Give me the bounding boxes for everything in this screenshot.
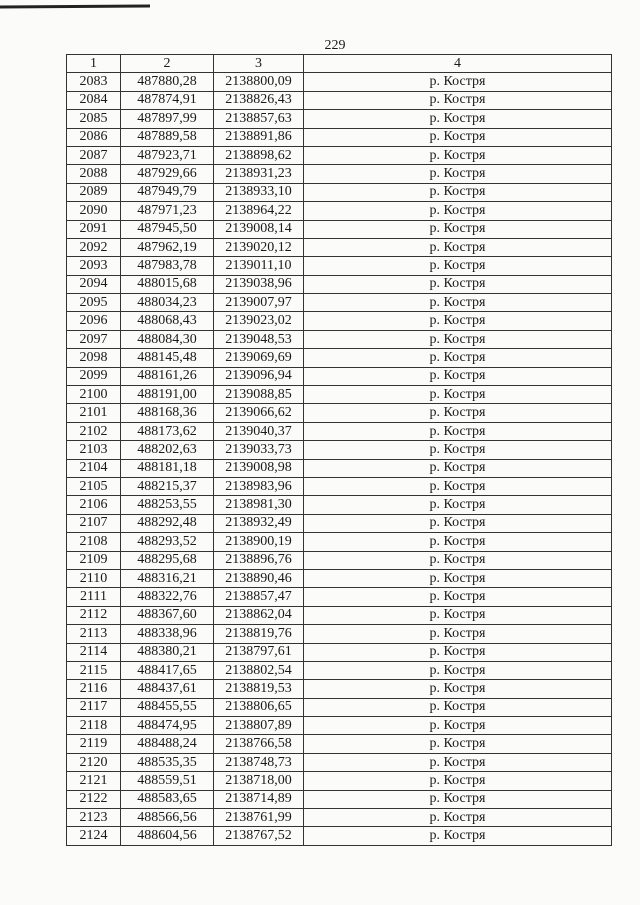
table-row [67,73,612,91]
cell-coord-y: 2139066,62 [214,404,304,422]
cell-object-name: р. Костря [304,533,612,551]
cell-object-name: р. Костря [304,110,612,128]
cell-coord-x: 487880,28 [121,73,214,91]
table-row [67,404,612,422]
cell-object-name: р. Костря [304,753,612,771]
cell-point-number: 2119 [67,735,121,753]
table-row [67,146,612,164]
cell-point-number: 2084 [67,91,121,109]
cell-coord-x: 488068,43 [121,312,214,330]
table-row [67,809,612,827]
cell-coord-x: 488173,62 [121,422,214,440]
cell-object-name: р. Костря [304,349,612,367]
coordinates-table [66,54,612,846]
cell-object-name: р. Костря [304,717,612,735]
cell-point-number: 2118 [67,717,121,735]
cell-coord-y: 2138933,10 [214,183,304,201]
cell-coord-y: 2139023,02 [214,312,304,330]
cell-object-name: р. Костря [304,680,612,698]
table-row [67,753,612,771]
table-row [67,533,612,551]
page-number: 229 [324,38,346,53]
table-row [67,569,612,587]
cell-object-name: р. Костря [304,367,612,385]
cell-object-name: р. Костря [304,661,612,679]
cell-point-number: 2114 [67,643,121,661]
cell-coord-x: 488202,63 [121,441,214,459]
table-row [67,625,612,643]
cell-point-number: 2088 [67,165,121,183]
cell-coord-y: 2138718,00 [214,772,304,790]
cell-object-name: р. Костря [304,514,612,532]
cell-object-name: р. Костря [304,588,612,606]
cell-object-name: р. Костря [304,441,612,459]
table-row [67,312,612,330]
cell-object-name: р. Костря [304,128,612,146]
cell-coord-x: 488559,51 [121,772,214,790]
table-header-row [67,55,612,73]
cell-point-number: 2124 [67,827,121,845]
cell-coord-y: 2139020,12 [214,238,304,256]
cell-object-name: р. Костря [304,643,612,661]
cell-coord-x: 488292,48 [121,514,214,532]
cell-coord-y: 2138806,65 [214,698,304,716]
cell-point-number: 2087 [67,146,121,164]
cell-coord-y: 2138797,61 [214,643,304,661]
cell-point-number: 2116 [67,680,121,698]
top-edge-rule [0,4,150,8]
cell-coord-y: 2139040,37 [214,422,304,440]
table-row [67,661,612,679]
cell-coord-y: 2138862,04 [214,606,304,624]
cell-coord-y: 2138890,46 [214,569,304,587]
cell-coord-y: 2138807,89 [214,717,304,735]
cell-coord-y: 2138981,30 [214,496,304,514]
cell-point-number: 2099 [67,367,121,385]
cell-coord-y: 2138748,73 [214,753,304,771]
cell-point-number: 2102 [67,422,121,440]
cell-coord-x: 488161,26 [121,367,214,385]
cell-coord-x: 488253,55 [121,496,214,514]
table-row [67,330,612,348]
cell-point-number: 2100 [67,386,121,404]
cell-object-name: р. Костря [304,827,612,845]
cell-point-number: 2123 [67,809,121,827]
cell-coord-y: 2139011,10 [214,257,304,275]
cell-coord-x: 488338,96 [121,625,214,643]
cell-coord-x: 488293,52 [121,533,214,551]
cell-point-number: 2110 [67,569,121,587]
cell-coord-y: 2139007,97 [214,294,304,312]
cell-object-name: р. Костря [304,496,612,514]
table-row [67,514,612,532]
cell-coord-x: 488437,61 [121,680,214,698]
cell-point-number: 2103 [67,441,121,459]
cell-object-name: р. Костря [304,312,612,330]
table-row [67,275,612,293]
table-row [67,349,612,367]
cell-coord-y: 2138800,09 [214,73,304,91]
cell-object-name: р. Костря [304,735,612,753]
cell-object-name: р. Костря [304,772,612,790]
cell-coord-x: 487949,79 [121,183,214,201]
cell-coord-x: 488084,30 [121,330,214,348]
cell-object-name: р. Костря [304,91,612,109]
table-row [67,680,612,698]
table-row [67,294,612,312]
cell-coord-x: 488474,95 [121,717,214,735]
cell-coord-y: 2138932,49 [214,514,304,532]
cell-coord-y: 2139008,98 [214,459,304,477]
cell-coord-x: 487971,23 [121,202,214,220]
cell-object-name: р. Костря [304,257,612,275]
cell-object-name: р. Костря [304,146,612,164]
cell-point-number: 2108 [67,533,121,551]
cell-coord-x: 488604,56 [121,827,214,845]
cell-coord-x: 488583,65 [121,790,214,808]
table-row [67,551,612,569]
cell-coord-x: 487874,91 [121,91,214,109]
cell-point-number: 2089 [67,183,121,201]
cell-coord-x: 488380,21 [121,643,214,661]
cell-object-name: р. Костря [304,330,612,348]
table-row [67,367,612,385]
table-row [67,183,612,201]
table-row [67,91,612,109]
cell-point-number: 2120 [67,753,121,771]
cell-point-number: 2112 [67,606,121,624]
table-row [67,128,612,146]
cell-coord-x: 487962,19 [121,238,214,256]
cell-object-name: р. Костря [304,790,612,808]
table-row [67,459,612,477]
cell-coord-x: 488191,00 [121,386,214,404]
table-row [67,238,612,256]
table-row [67,643,612,661]
cell-coord-x: 488322,76 [121,588,214,606]
cell-coord-y: 2138766,58 [214,735,304,753]
cell-point-number: 2083 [67,73,121,91]
table-row [67,698,612,716]
cell-object-name: р. Костря [304,165,612,183]
cell-point-number: 2117 [67,698,121,716]
cell-coord-y: 2139088,85 [214,386,304,404]
cell-object-name: р. Костря [304,698,612,716]
table-row [67,606,612,624]
cell-coord-y: 2139008,14 [214,220,304,238]
cell-point-number: 2113 [67,625,121,643]
cell-coord-y: 2138900,19 [214,533,304,551]
cell-object-name: р. Костря [304,238,612,256]
cell-object-name: р. Костря [304,477,612,495]
cell-object-name: р. Костря [304,569,612,587]
cell-coord-y: 2138714,89 [214,790,304,808]
cell-point-number: 2097 [67,330,121,348]
cell-point-number: 2122 [67,790,121,808]
cell-coord-x: 488145,48 [121,349,214,367]
cell-point-number: 2115 [67,661,121,679]
table-row [67,717,612,735]
table-row [67,735,612,753]
cell-coord-y: 2138819,53 [214,680,304,698]
cell-coord-y: 2138819,76 [214,625,304,643]
cell-coord-y: 2138983,96 [214,477,304,495]
cell-coord-y: 2139096,94 [214,367,304,385]
cell-coord-x: 487897,99 [121,110,214,128]
cell-object-name: р. Костря [304,202,612,220]
cell-coord-y: 2138857,47 [214,588,304,606]
cell-coord-y: 2138891,86 [214,128,304,146]
cell-object-name: р. Костря [304,606,612,624]
cell-coord-x: 488316,21 [121,569,214,587]
cell-object-name: р. Костря [304,386,612,404]
cell-point-number: 2105 [67,477,121,495]
cell-coord-y: 2139033,73 [214,441,304,459]
column-header-4: 4 [304,55,612,73]
cell-coord-x: 488535,35 [121,753,214,771]
cell-coord-x: 488295,68 [121,551,214,569]
cell-coord-x: 488367,60 [121,606,214,624]
cell-object-name: р. Костря [304,625,612,643]
cell-coord-y: 2139038,96 [214,275,304,293]
cell-coord-y: 2138896,76 [214,551,304,569]
cell-coord-x: 487929,66 [121,165,214,183]
table-row [67,588,612,606]
cell-coord-y: 2138857,63 [214,110,304,128]
cell-object-name: р. Костря [304,220,612,238]
cell-coord-x: 488488,24 [121,735,214,753]
cell-coord-x: 487889,58 [121,128,214,146]
cell-object-name: р. Костря [304,422,612,440]
cell-coord-y: 2138931,23 [214,165,304,183]
table-row [67,827,612,845]
cell-coord-x: 488168,36 [121,404,214,422]
cell-coord-x: 488215,37 [121,477,214,495]
table-row [67,220,612,238]
cell-coord-y: 2138802,54 [214,661,304,679]
cell-point-number: 2094 [67,275,121,293]
cell-point-number: 2091 [67,220,121,238]
cell-object-name: р. Костря [304,809,612,827]
table-row [67,257,612,275]
cell-point-number: 2092 [67,238,121,256]
cell-point-number: 2093 [67,257,121,275]
cell-object-name: р. Костря [304,459,612,477]
cell-point-number: 2111 [67,588,121,606]
cell-point-number: 2085 [67,110,121,128]
table-row [67,790,612,808]
cell-coord-y: 2138761,99 [214,809,304,827]
cell-object-name: р. Костря [304,551,612,569]
cell-coord-x: 488015,68 [121,275,214,293]
cell-point-number: 2101 [67,404,121,422]
column-header-1: 1 [67,55,121,73]
cell-point-number: 2095 [67,294,121,312]
cell-coord-x: 488034,23 [121,294,214,312]
cell-coord-x: 488455,55 [121,698,214,716]
cell-object-name: р. Костря [304,294,612,312]
cell-point-number: 2104 [67,459,121,477]
table-body [67,73,612,845]
cell-coord-x: 487923,71 [121,146,214,164]
cell-point-number: 2098 [67,349,121,367]
cell-coord-x: 488566,56 [121,809,214,827]
column-header-2: 2 [121,55,214,73]
cell-object-name: р. Костря [304,404,612,422]
table-row [67,772,612,790]
cell-point-number: 2109 [67,551,121,569]
cell-object-name: р. Костря [304,275,612,293]
cell-point-number: 2096 [67,312,121,330]
cell-point-number: 2121 [67,772,121,790]
cell-coord-x: 487945,50 [121,220,214,238]
cell-point-number: 2090 [67,202,121,220]
cell-point-number: 2107 [67,514,121,532]
cell-coord-y: 2138826,43 [214,91,304,109]
cell-coord-x: 488181,18 [121,459,214,477]
cell-object-name: р. Костря [304,183,612,201]
cell-coord-x: 487983,78 [121,257,214,275]
cell-point-number: 2086 [67,128,121,146]
cell-coord-x: 488417,65 [121,661,214,679]
cell-coord-y: 2139048,53 [214,330,304,348]
cell-point-number: 2106 [67,496,121,514]
cell-object-name: р. Костря [304,73,612,91]
table-row [67,386,612,404]
table-row [67,477,612,495]
table-row [67,202,612,220]
table-row [67,496,612,514]
table-row [67,422,612,440]
cell-coord-y: 2138767,52 [214,827,304,845]
table-row [67,165,612,183]
cell-coord-y: 2138898,62 [214,146,304,164]
table-row [67,441,612,459]
table-row [67,110,612,128]
column-header-3: 3 [214,55,304,73]
cell-coord-y: 2138964,22 [214,202,304,220]
cell-coord-y: 2139069,69 [214,349,304,367]
